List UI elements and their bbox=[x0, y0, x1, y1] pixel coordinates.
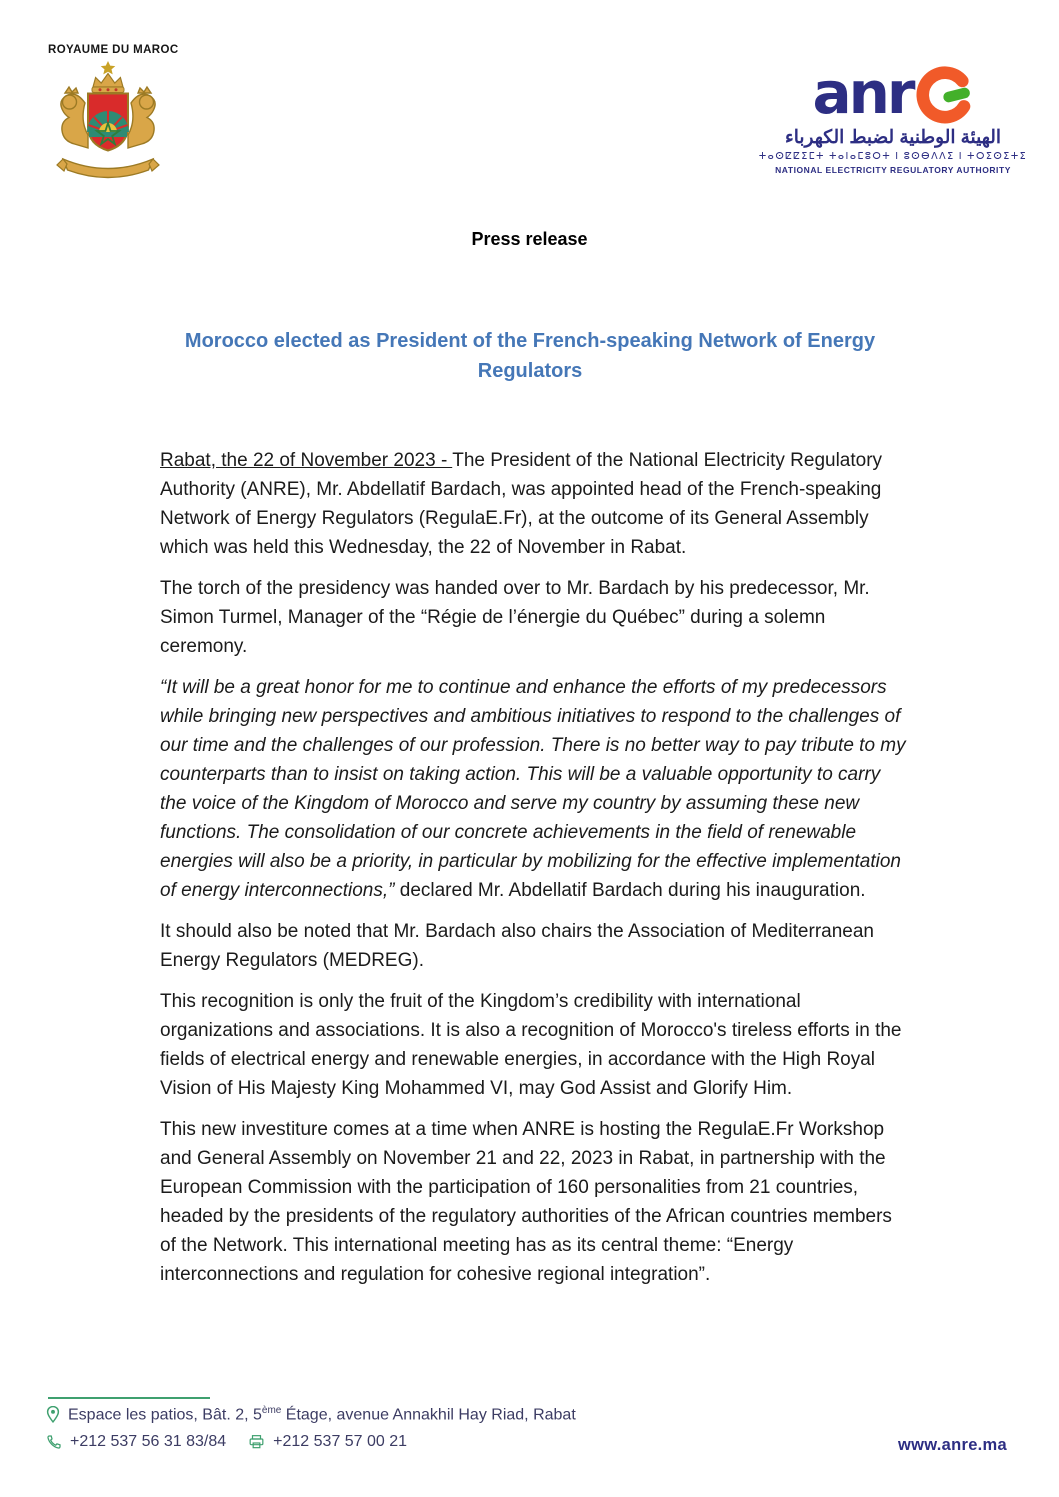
anre-arabic-name: الهيئة الوطنية لضبط الكهرباء bbox=[785, 126, 1001, 147]
anre-logo bbox=[758, 59, 1028, 175]
paragraph-quote bbox=[160, 673, 907, 905]
paragraph-recognition: This recognition is only the fruit of the Kingdom’s credibility with international organizations and associations. It is also a recognition of Morocco's tireless efforts in the fields of electrical energy and renewable energies, in accordance with the High Royal Vision of His Majesty King Mohammed VI, may God Assist and Glorify Him. bbox=[160, 991, 902, 1099]
fax-icon bbox=[248, 1434, 265, 1450]
paragraph-torch: The torch of the presidency was handed over to Mr. Bardach by his predecessor, Mr. Simon Turmel, Manager of the “Régie de l’énergie du Québec” during a solemn ceremony. bbox=[160, 578, 870, 657]
footer-phone: +212 537 56 31 83/84 bbox=[70, 1433, 227, 1450]
anre-e-icon bbox=[916, 66, 974, 124]
footer-fax: +212 537 57 00 21 bbox=[273, 1433, 408, 1450]
moroccan-coat-of-arms-icon bbox=[46, 60, 170, 184]
anre-wordmark bbox=[812, 59, 973, 127]
document-kicker: Press release bbox=[471, 229, 588, 249]
quote-attribution: declared Mr. Abdellatif Bardach during his inauguration. bbox=[394, 880, 866, 901]
paragraph-dateline bbox=[160, 446, 907, 562]
location-pin-icon bbox=[46, 1406, 60, 1423]
quote-text: “It will be a great honor for me to continue and enhance the efforts of my predecessors while bringing new perspectives and ambitious initiatives to respond to the challenges of our time and the challenges of our profession. There is no better way to pay tribute to my counterparts than to insist on taking action. This will be a valuable opportunity to carry the voice of the Kingdom of Morocco and serve my country by assuming these new functions. The consolidation of our concrete achievements in the field of renewable energies will also be a priority, in particular by mobilizing for the effective implementation of energy interconnections,” bbox=[160, 677, 906, 901]
footer-contact-row bbox=[46, 1433, 407, 1451]
press-release-body bbox=[160, 446, 907, 1301]
footer-fax-group bbox=[248, 1433, 407, 1451]
footer-address-row bbox=[46, 1405, 576, 1424]
kingdom-label: ROYAUME DU MAROC bbox=[48, 44, 179, 56]
footer-website: www.anre.ma bbox=[897, 1436, 1007, 1454]
dateline-lead: Rabat, the 22 of November 2023 - bbox=[160, 450, 453, 471]
paragraph-investiture: This new investiture comes at a time when ANRE is hosting the RegulaE.Fr Workshop and General Assembly on November 21 and 22, 2023 in Rabat, in partnership with the European Commission with the participation of 160 personalities from 21 countries, headed by the presidents of the regulatory authorities of the African countries members of the Network. This international meeting has as its central theme: “Energy interconnections and regulation for cohesive regional integration”. bbox=[160, 1119, 892, 1285]
paragraph-medreg: It should also be noted that Mr. Bardach also chairs the Association of Mediterranean Energy Regulators (MEDREG). bbox=[160, 921, 874, 971]
document-title: Morocco elected as President of the French-speaking Network of Energy Regulators bbox=[184, 330, 876, 382]
anre-tifinagh-name: ⵜⴰⵙⵇⵇⵉⵎⵜ ⵜⴰⵏⴰⵎⵓⵔⵜ ⵏ ⵓⵙⴱⴷⴷⵉ ⵏ ⵜⵔⵉⵙⵉⵜⵉ bbox=[758, 151, 1028, 162]
dateline-rest: The President of the National Electricity Regulatory Authority (ANRE), Mr. Abdellatif Bardach, was appointed head of the French-speaking Network of Energy Regulators (RegulaE.Fr), at the outcome of its General Assembly which was held this Wednesday, the 22 of November in Rabat. bbox=[160, 450, 883, 558]
anre-english-name: NATIONAL ELECTRICITY REGULATORY AUTHORITY bbox=[775, 165, 1011, 175]
phone-icon bbox=[46, 1434, 62, 1450]
footer-address: Espace les patios, Bât. 2, 5ème Étage, avenue Annakhil Hay Riad, Rabat bbox=[68, 1405, 576, 1424]
anre-wordmark-text: anr bbox=[812, 59, 913, 127]
footer-divider bbox=[48, 1397, 210, 1399]
